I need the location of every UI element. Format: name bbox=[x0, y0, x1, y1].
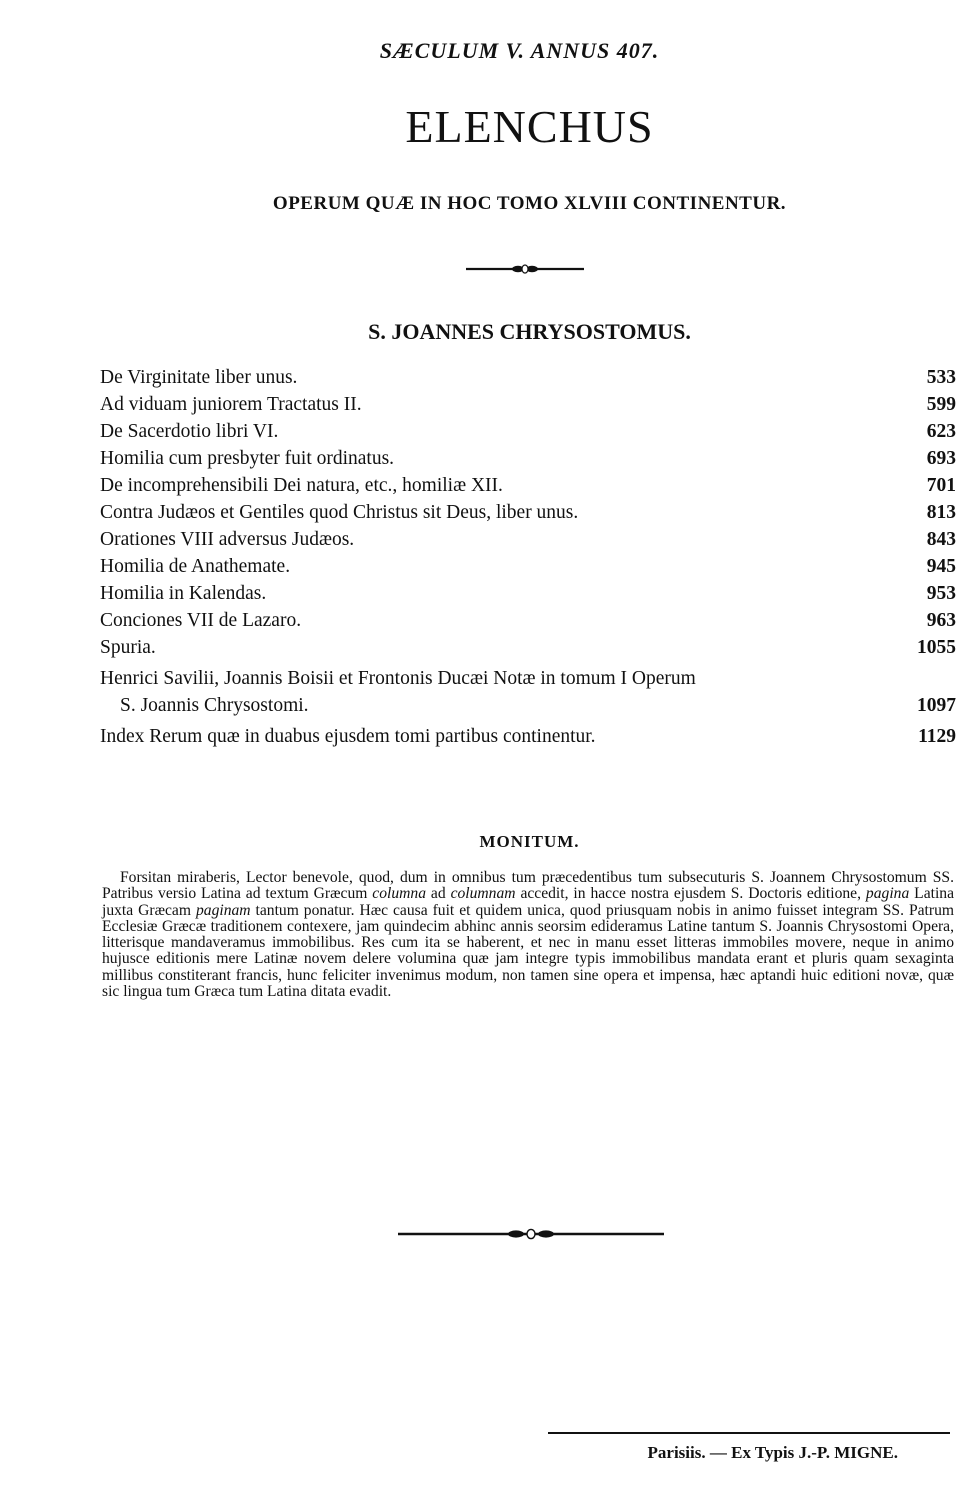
ornament-divider-top bbox=[466, 262, 584, 276]
toc-title: De Virginitate liber unus. bbox=[100, 367, 298, 388]
toc-page: 599 bbox=[926, 394, 956, 415]
toc-title: Henrici Savilii, Joannis Boisii et Frontonis Ducæi Notæ in tomum I Operum bbox=[100, 668, 696, 689]
monitum-emphasis: paginam bbox=[195, 901, 251, 919]
toc-page: 1055 bbox=[917, 637, 956, 658]
toc-title: Homilia in Kalendas. bbox=[100, 583, 267, 604]
toc-page: 701 bbox=[926, 475, 956, 496]
monitum-heading: MONITUM. bbox=[479, 832, 580, 851]
monitum-text: Latina juxta Græcam bbox=[102, 885, 954, 919]
monitum-emphasis: columnam bbox=[450, 885, 516, 903]
toc-row bbox=[100, 607, 956, 634]
toc-title: Homilia cum presbyter fuit ordinatus. bbox=[100, 448, 395, 469]
running-head: SÆCULUM V. ANNUS 407. bbox=[379, 38, 660, 63]
toc-row bbox=[100, 723, 956, 750]
toc-row bbox=[100, 445, 956, 472]
toc-page: 533 bbox=[926, 367, 956, 388]
toc-page: 693 bbox=[926, 448, 956, 469]
toc-title: De Sacerdotio libri VI. bbox=[100, 421, 279, 442]
monitum-text: tantum ponatur. Hæc causa fuit et quidem unica, quod priusquam nobis in animo fuisset integram SS. Patrum Ecclesiæ Græcæ traditionem contexere, jam quindecim abhinc annis seorsim edideramus Latine tantum S. Joannis Chrysostomi Opera, litterisque mandaveramus immobilibus. Res cum ita se haberent, et nec in manu esset litteras immobiles movere, neque in animo hujusce editionis mere Latinæ novem delere volumina quæ jam integre typis immobilibus mandata erant et pluris quam sexaginta millibus constiterant francis, hunc feliciter invenimus modum, non tamen sine opera et impensa, hæc aptandi huic editioni novæ, quæ sic lingua tum Græca tum Latina ditata evadit. bbox=[102, 901, 954, 1001]
monitum-emphasis: pagina bbox=[865, 885, 910, 903]
toc-row bbox=[100, 526, 956, 553]
page-subtitle: OPERUM QUÆ IN HOC TOMO XLVIII CONTINENTUR. bbox=[272, 193, 787, 214]
toc-row bbox=[100, 692, 956, 719]
toc-page: 963 bbox=[926, 610, 956, 631]
page-title: ELENCHUS bbox=[405, 101, 654, 152]
toc-page: 1129 bbox=[918, 726, 956, 747]
toc-row bbox=[100, 391, 956, 418]
toc-page: 945 bbox=[926, 556, 956, 577]
monitum-paragraph bbox=[102, 870, 954, 1000]
toc-title: Orationes VIII adversus Judæos. bbox=[100, 529, 355, 550]
toc-page: 843 bbox=[926, 529, 956, 550]
toc-row bbox=[100, 580, 956, 607]
toc-title: Conciones VII de Lazaro. bbox=[100, 610, 302, 631]
toc-page: 623 bbox=[926, 421, 956, 442]
monitum-text: accedit, in hacce nostra ejusdem S. Doctoris editione, bbox=[515, 885, 866, 903]
toc-title: S. Joannis Chrysostomi. bbox=[120, 695, 309, 716]
monitum-text: ad bbox=[426, 885, 451, 903]
author-heading: S. JOANNES CHRYSOSTOMUS. bbox=[368, 319, 691, 344]
monitum-text: Forsitan miraberis, Lector benevole, quod, dum in omnibus tum præcedentibus tum subsecuturis S. Joannem Chrysostomum SS. Patribus versio Latina ad textum Græcum bbox=[102, 869, 954, 903]
toc-row bbox=[100, 665, 956, 692]
toc-title: De incomprehensibili Dei natura, etc., homiliæ XII. bbox=[100, 475, 503, 496]
toc-page: 813 bbox=[926, 502, 956, 523]
toc-page: 953 bbox=[926, 583, 956, 604]
printer-imprint: Parisiis. — Ex Typis J.-P. MIGNE. bbox=[647, 1443, 898, 1462]
toc-row bbox=[100, 634, 956, 661]
toc-row bbox=[100, 499, 956, 526]
toc-page: 1097 bbox=[917, 695, 956, 716]
toc-title: Contra Judæos et Gentiles quod Christus sit Deus, liber unus. bbox=[100, 502, 579, 523]
ornament-divider-bottom bbox=[398, 1227, 664, 1241]
toc-title: Index Rerum quæ in duabus ejusdem tomi partibus continentur. bbox=[100, 726, 596, 747]
toc-row bbox=[100, 418, 956, 445]
table-of-contents bbox=[100, 364, 956, 750]
monitum-emphasis: columna bbox=[372, 885, 426, 903]
toc-row bbox=[100, 472, 956, 499]
toc-title: Spuria. bbox=[100, 637, 156, 658]
toc-row bbox=[100, 553, 956, 580]
toc-title: Ad viduam juniorem Tractatus II. bbox=[100, 394, 362, 415]
toc-title: Homilia de Anathemate. bbox=[100, 556, 291, 577]
footer-rule bbox=[548, 1432, 950, 1434]
toc-row bbox=[100, 364, 956, 391]
